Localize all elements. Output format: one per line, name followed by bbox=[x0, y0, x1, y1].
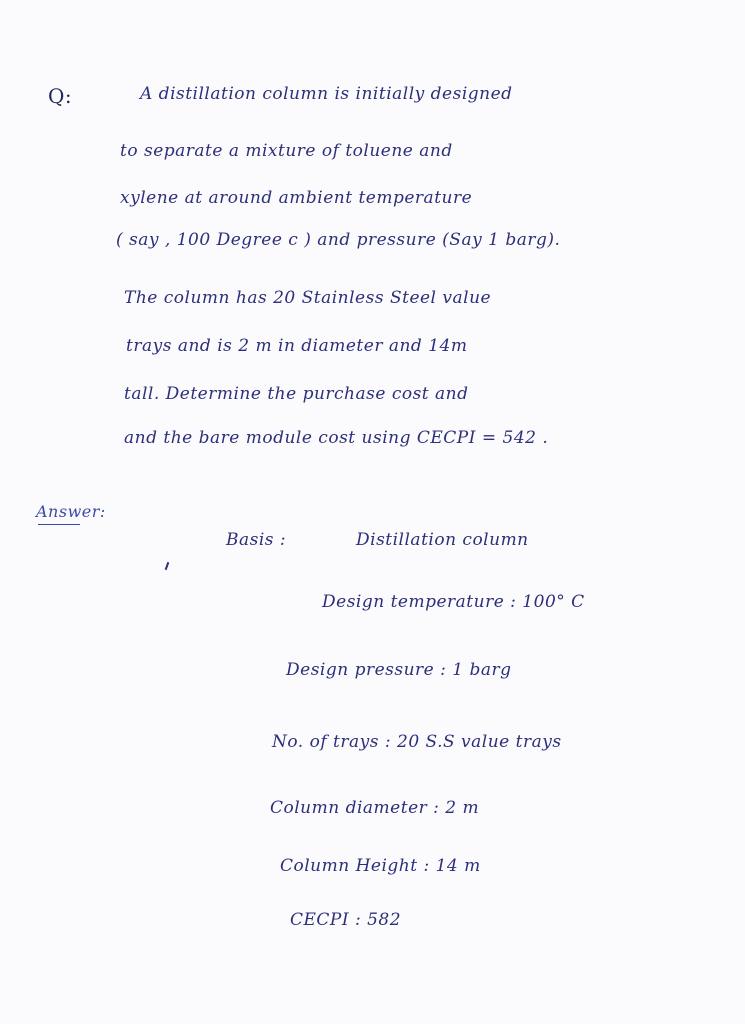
answer-label: Answer: bbox=[36, 502, 106, 521]
question-line-7: tall. Determine the purchase cost and bbox=[124, 384, 469, 404]
column-diameter-row: Column diameter : 2 m bbox=[270, 798, 480, 818]
question-line-4: ( say , 100 Degree c ) and pressure (Say 1 barg). bbox=[116, 230, 561, 250]
column-height-row: Column Height : 14 m bbox=[280, 856, 481, 876]
cecpi-row: CECPI : 582 bbox=[290, 910, 402, 930]
question-line-1: A distillation column is initially designed bbox=[140, 84, 513, 104]
question-label: Q: bbox=[48, 84, 73, 108]
pen-mark bbox=[165, 562, 170, 570]
question-line-2: to separate a mixture of toluene and bbox=[120, 141, 453, 161]
answer-underline bbox=[38, 524, 80, 525]
design-pressure-row: Design pressure : 1 barg bbox=[286, 660, 512, 680]
design-temperature-row: Design temperature : 100° C bbox=[322, 592, 585, 612]
question-line-5: The column has 20 Stainless Steel value bbox=[124, 288, 492, 308]
question-line-6: trays and is 2 m in diameter and 14m bbox=[126, 336, 468, 356]
basis-value: Distillation column bbox=[356, 530, 529, 550]
question-line-8: and the bare module cost using CECPI = 542 . bbox=[124, 428, 549, 448]
basis-label: Basis : bbox=[226, 530, 287, 550]
question-line-3: xylene at around ambient temperature bbox=[120, 188, 473, 208]
number-of-trays-row: No. of trays : 20 S.S value trays bbox=[272, 732, 562, 752]
